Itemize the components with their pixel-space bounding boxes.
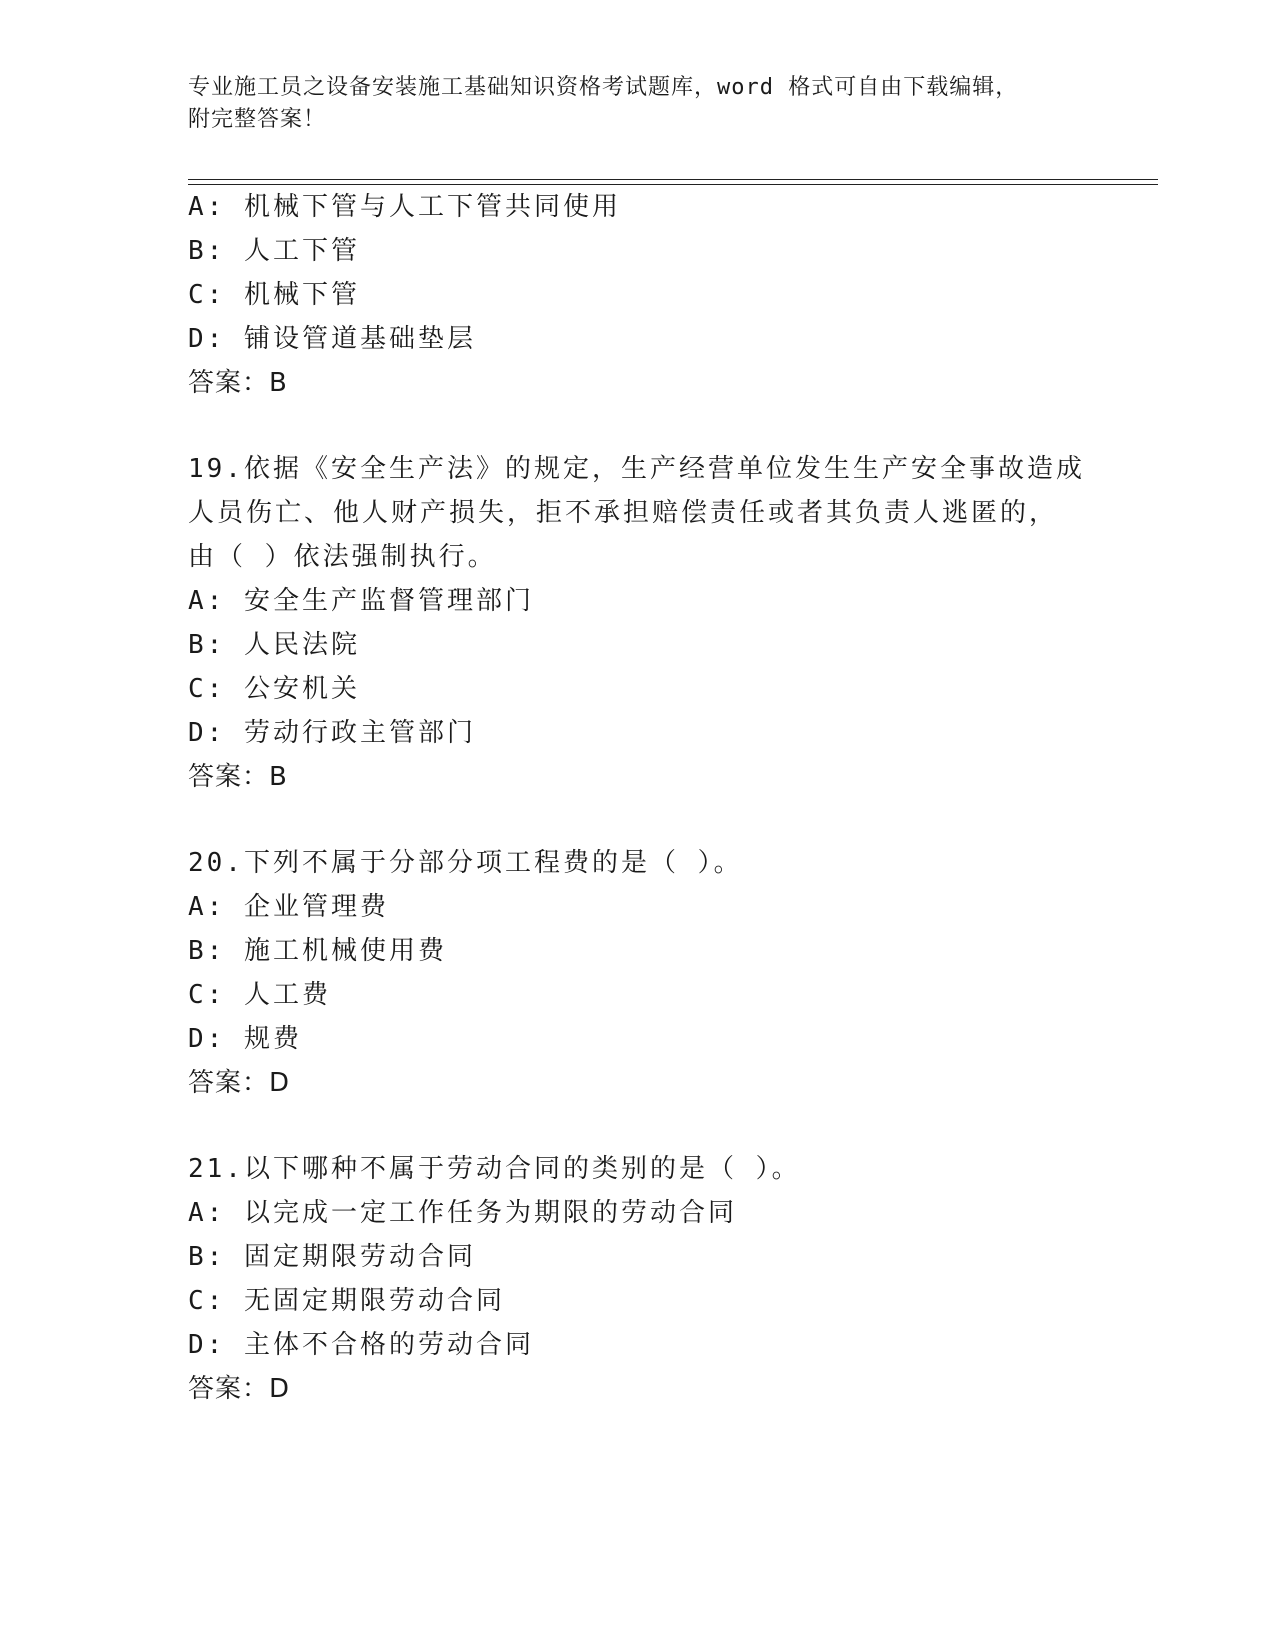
q21-answer: 答案：D <box>188 1374 291 1404</box>
q20-stem-line-1: 20.下列不属于分部分项工程费的是（ ）。 <box>188 848 743 878</box>
header-line-2: 附完整答案！ <box>188 107 327 132</box>
header-divider-top <box>188 179 1158 180</box>
q18-option-b: B: 人工下管 <box>188 236 360 266</box>
q20-answer: 答案：D <box>188 1068 291 1098</box>
q18-option-d: D: 铺设管道基础垫层 <box>188 324 476 354</box>
header-divider-bottom <box>188 184 1158 185</box>
q21-option-c: C: 无固定期限劳动合同 <box>188 1286 505 1316</box>
q19-option-d: D: 劳动行政主管部门 <box>188 718 476 748</box>
q20-option-a: A: 企业管理费 <box>188 892 389 922</box>
q19-stem-line-2: 人员伤亡、他人财产损失，拒不承担赔偿责任或者其负责人逃匿的， <box>188 498 1059 528</box>
q21-option-d: D: 主体不合格的劳动合同 <box>188 1330 534 1360</box>
q19-option-b: B: 人民法院 <box>188 630 360 660</box>
q21-option-a: A: 以完成一定工作任务为期限的劳动合同 <box>188 1198 737 1228</box>
q19-stem-line-1: 19.依据《安全生产法》的规定，生产经营单位发生生产安全事故造成 <box>188 454 1085 484</box>
q19-stem-line-3: 由（ ）依法强制执行。 <box>188 542 497 572</box>
q21-stem-line-1: 21.以下哪种不属于劳动合同的类别的是（ ）。 <box>188 1154 801 1184</box>
q21-option-b: B: 固定期限劳动合同 <box>188 1242 476 1272</box>
document-header <box>188 72 1068 136</box>
header-line-1: 专业施工员之设备安装施工基础知识资格考试题库，word 格式可自由下载编辑， <box>188 75 1019 100</box>
q19-option-a: A: 安全生产监督管理部门 <box>188 586 534 616</box>
q19-answer: 答案：B <box>188 762 288 792</box>
q19-option-c: C: 公安机关 <box>188 674 360 704</box>
q20-option-d: D: 规费 <box>188 1024 302 1054</box>
q18-option-a: A: 机械下管与人工下管共同使用 <box>188 192 621 222</box>
q18-option-c: C: 机械下管 <box>188 280 360 310</box>
q18-answer: 答案：B <box>188 368 288 398</box>
q20-option-b: B: 施工机械使用费 <box>188 936 447 966</box>
q20-option-c: C: 人工费 <box>188 980 331 1010</box>
